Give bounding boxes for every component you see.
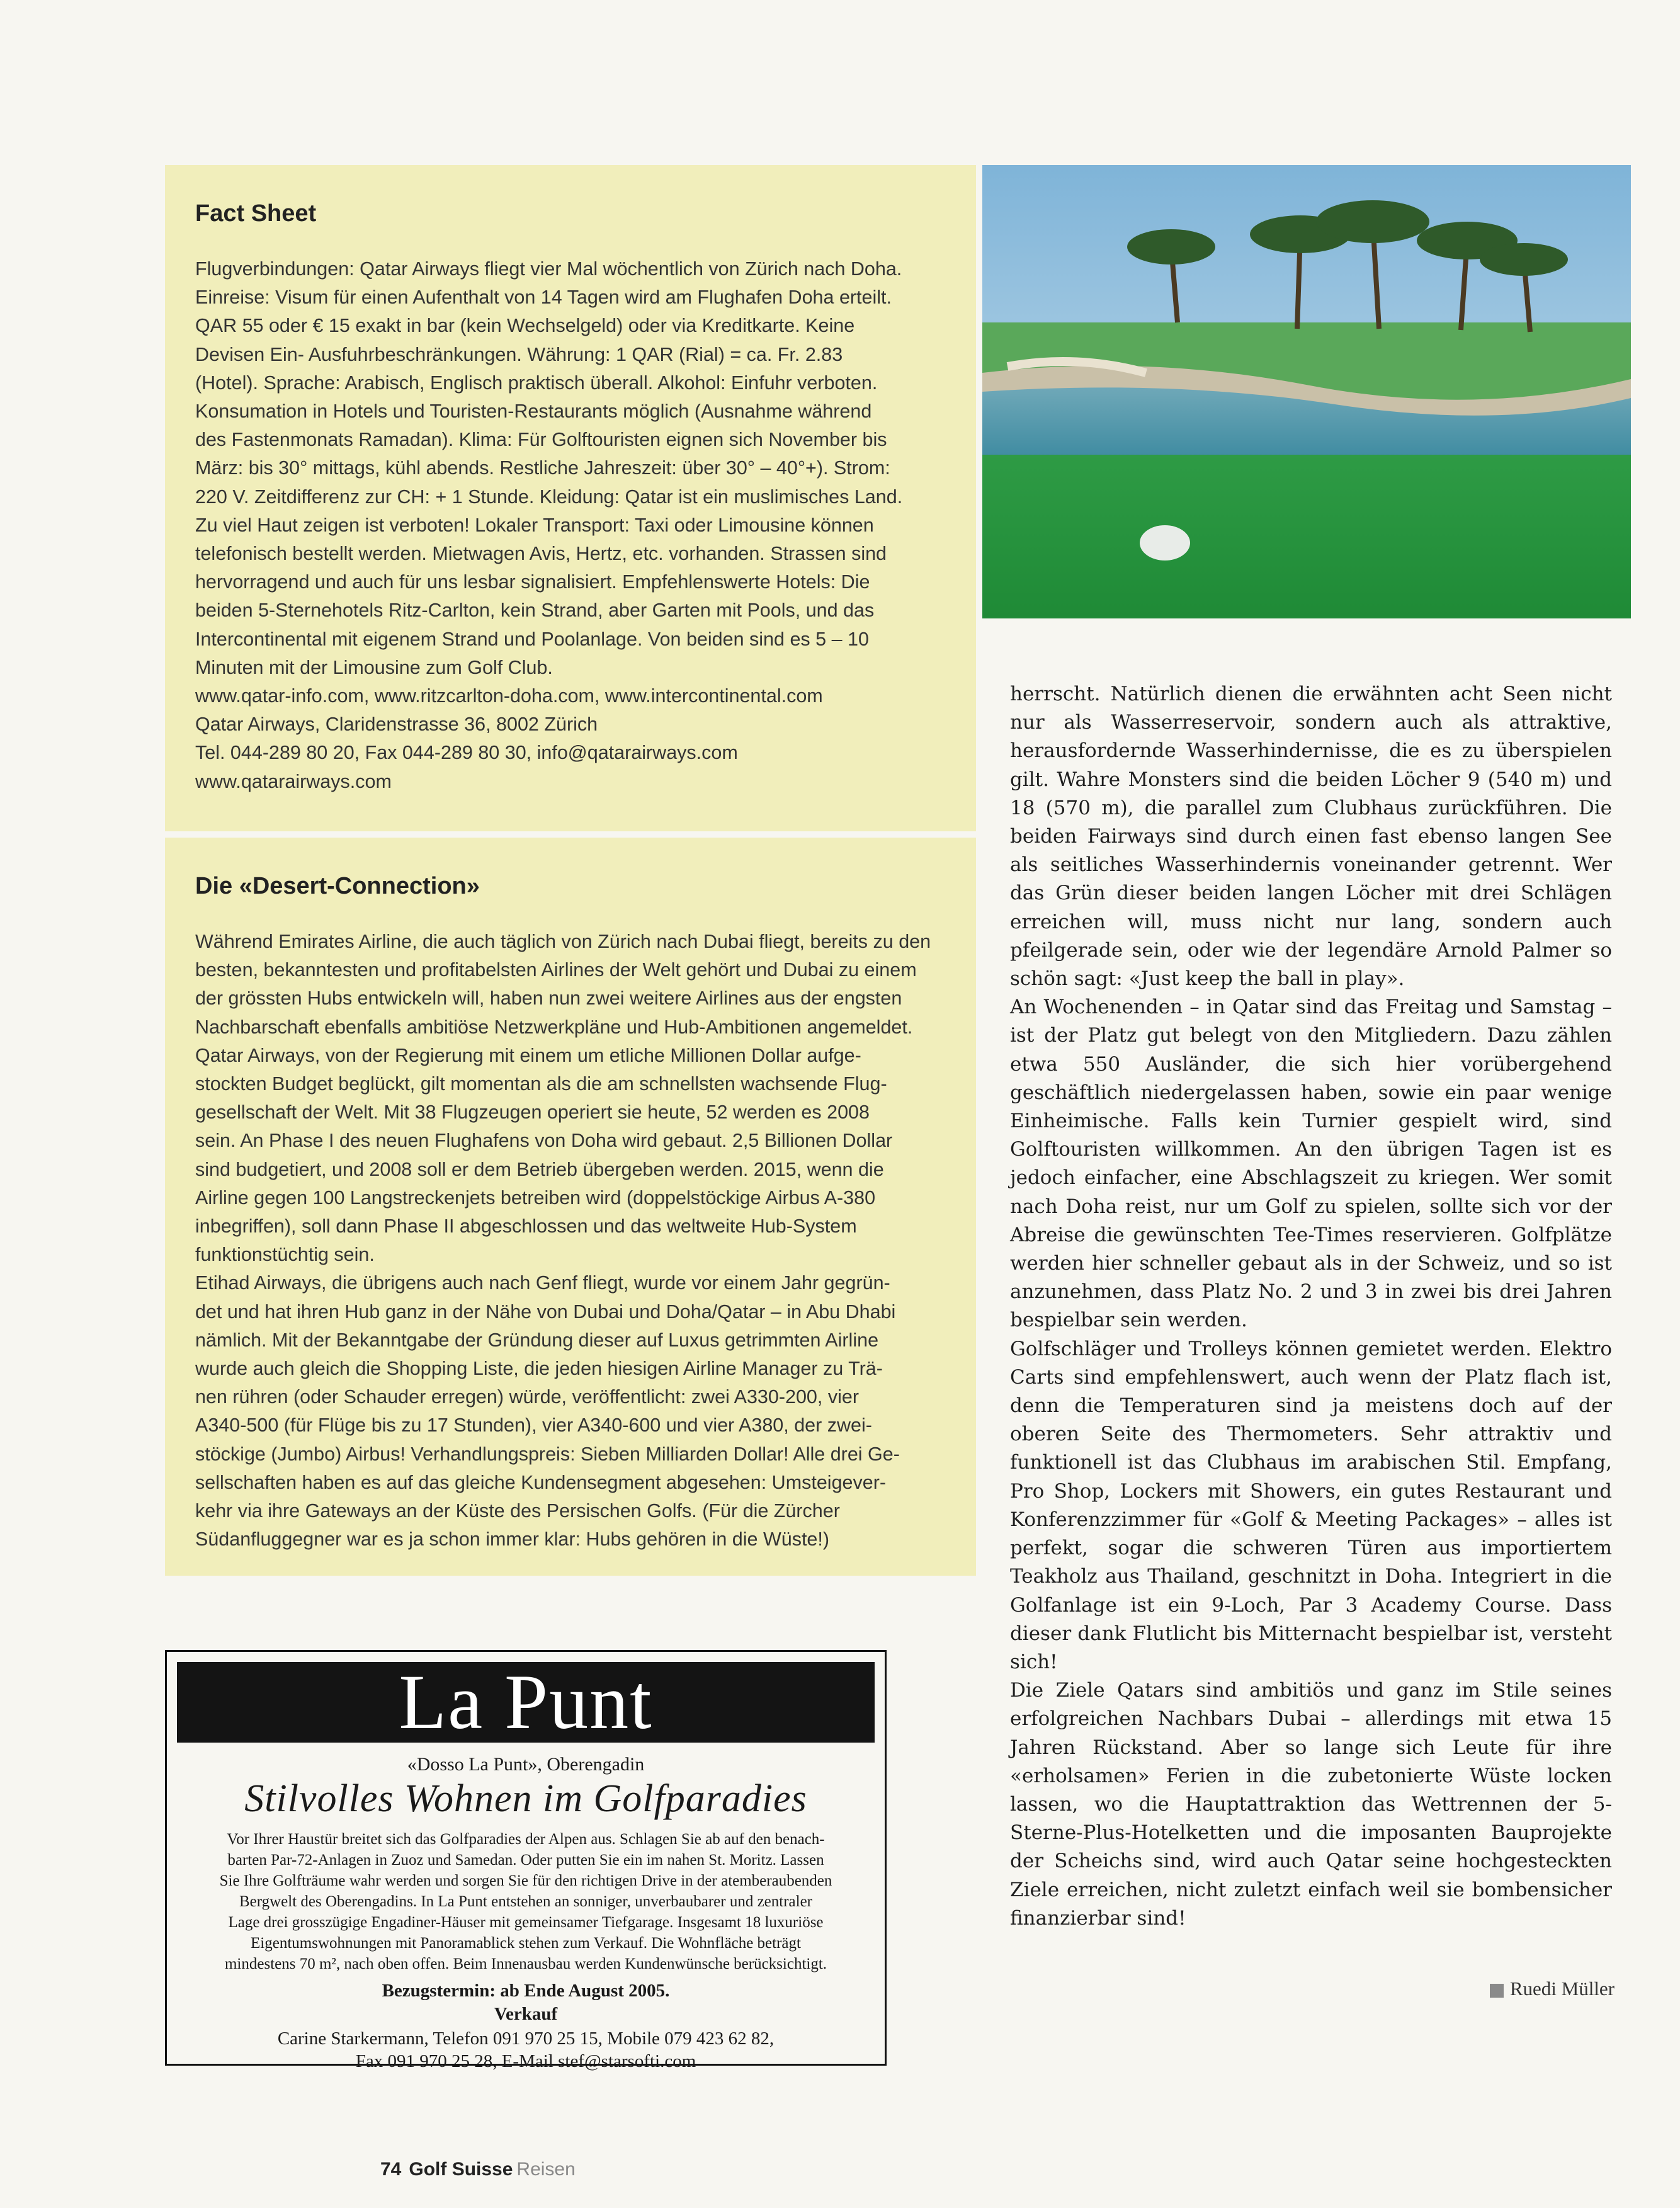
ad-move-in-date: Bezugstermin: ab Ende August 2005. (382, 1981, 670, 2001)
article-body (1010, 680, 1612, 1933)
fact-sheet-line: Devisen Ein- Ausfuhrbeschränkungen. Währung: 1 QAR (Rial) = ca. Fr. 2.83 (195, 343, 843, 365)
desert-line: sellschaften haben es auf das gleiche Kundensegment abgesehen: Umsteigever- (195, 1471, 887, 1493)
green-foreground (982, 455, 1631, 618)
ad-body-line: Eigentumswohnungen mit Panoramablick stehen zum Verkauf. Die Wohnfläche beträgt (251, 1935, 801, 1952)
page-number: 74 (380, 2159, 402, 2180)
ad-body-line: Bergwelt des Oberengadins. In La Punt entstehen an sonniger, unverbaubarer und zentraler (239, 1893, 813, 1910)
ad-body-line: barten Par-72-Anlagen in Zuoz und Samedan. Oder putten Sie ein im nahen St. Moritz. Lassen (227, 1852, 824, 1869)
desert-line: Während Emirates Airline, die auch täglich von Zürich nach Dubai fliegt, bereits zu den (195, 931, 931, 952)
ad-body-line: Vor Ihrer Haustür breitet sich das Golfparadies der Alpen aus. Schlagen Sie ab auf den benach- (227, 1831, 825, 1848)
ad-body-line: Lage drei grosszügige Engadiner-Häuser mit gemeinsamer Tiefgarage. Insgesamt 18 luxuriöse (228, 1914, 824, 1931)
fact-sheet-line: März: bis 30° mittags, kühl abends. Restliche Jahreszeit: über 30° – 40°+). Strom: (195, 457, 890, 479)
golf-ball-marker (1140, 525, 1190, 561)
ad-slogan: Stilvolles Wohnen im Golfparadies (244, 1777, 807, 1820)
ad-contact-line: Carine Starkermann, Telefon 091 970 25 15, Mobile 079 423 62 82, (277, 2029, 775, 2049)
desert-line: der grössten Hubs entwickeln will, haben nun zwei weitere Airlines aus der engsten (195, 987, 902, 1010)
fact-sheet-line: hervorragend und auch für uns lesbar signalisiert. Empfehlenswerte Hotels: Die (195, 571, 870, 593)
desert-line: Airline gegen 100 Langstreckenjets betreiben wird (doppelstöckige Airbus A-380 (195, 1187, 876, 1209)
fact-sheet-line: 220 V. Zeitdifferenz zur CH: + 1 Stunde. Kleidung: Qatar ist ein muslimisches Land. (195, 486, 903, 508)
golf-course-photo (982, 165, 1631, 618)
web-link[interactable]: www.qatarairways.com (195, 770, 392, 792)
desert-line: inbegriffen), soll dann Phase II abgeschlossen und das weltweite Hub-System (195, 1215, 857, 1238)
contact-line[interactable]: Tel. 044-289 80 20, Fax 044-289 80 30, info@qatarairways.com (195, 742, 738, 764)
desert-line: gesellschaft der Welt. Mit 38 Flugzeugen operiert sie heute, 52 werden es 2008 (195, 1101, 870, 1124)
fact-sheet-text (195, 255, 936, 796)
desert-connection-title: Die «Desert-Connection» (195, 873, 480, 899)
fact-sheet-line: (Hotel). Sprache: Arabisch, Englisch praktisch überall. Alkohol: Einfuhr verboten. (195, 372, 878, 394)
desert-line: wurde auch gleich die Shopping Liste, die jeden hiesigen Airline Manager zu Trä- (195, 1358, 883, 1380)
fact-sheet-line: Konsumation in Hotels und Touristen-Restaurants möglich (Ausnahme während (195, 401, 872, 423)
desert-line: kehr via ihre Gateways an der Küste des Persischen Golfs. (Für die Zürcher (195, 1500, 840, 1522)
desert-line: Qatar Airways, von der Regierung mit einem um etliche Millionen Dollar aufge- (195, 1044, 861, 1066)
ad-body-line: Sie Ihre Golfträume wahr werden und sorgen Sie für den richtigen Drive in der atemberaubenden (219, 1872, 832, 1889)
desert-line: besten, bekanntesten und profitabelsten Airlines der Welt gehört und Dubai zu einem (195, 959, 917, 981)
ad-body (193, 1829, 858, 1974)
desert-connection-text (195, 928, 936, 1554)
ad-contact-line: Fax 091 970 25 28, E-Mail stef@starsofti.com (355, 2051, 696, 2071)
desert-line: stöckige (Jumbo) Airbus! Verhandlungspreis: Sieben Milliarden Dollar! Alle drei Ge- (195, 1443, 900, 1465)
fact-sheet-line: telefonisch bestellt werden. Mietwagen Avis, Hertz, etc. vorhanden. Strassen sind (195, 543, 887, 565)
desert-line: Etihad Airways, die übrigens auch nach Genf fliegt, wurde vor einem Jahr gegrün- (195, 1272, 890, 1294)
page-footer (380, 2159, 576, 2180)
fact-sheet-line: Minuten mit der Limousine zum Golf Club. (195, 656, 553, 678)
desert-line: funktionstüchtig sein. (195, 1244, 375, 1266)
fact-sheet-line: Qatar Airways, Claridenstrasse 36, 8002 Zürich (195, 714, 598, 736)
magazine-name: Golf Suisse (409, 2159, 513, 2180)
article-paragraph: Golfschläger und Trolleys können gemietet werden. Elektro Carts sind empfehlenswert, auch wenn der Platz flach ist, denn die Temperaturen sind ja meistens doch auf der oberen Seite des Thermometers. Sehr attraktiv und funktionell ist das Clubhaus im arabischen Stil. Empfang, Pro Shop, Lockers mit Showers, ein gutes Restaurant und Konferenzzimmer für «Golf & Meeting Packages» – alles ist perfekt, sogar die schweren Türen aus importiertem Teakholz aus Thailand, geschnitzt in Doha. Integriert in die Golfanlage ist ein 9-Loch, Par 3 Academy Course. Dass dieser dank Flutlicht bis Mitternacht bespielbar ist, versteht sich! (1010, 1337, 1612, 1673)
ad-banner: La Punt (177, 1662, 875, 1743)
desert-line: Nachbarschaft ebenfalls ambitiöse Netzwerkpläne und Hub-Ambitionen angemeldet. (195, 1016, 913, 1038)
section-name: Reisen (516, 2159, 576, 2180)
author-name: Ruedi Müller (1509, 1978, 1615, 2000)
ad-sales-heading: Verkauf (494, 2004, 558, 2024)
la-punt-advertisement[interactable] (165, 1650, 887, 2071)
desert-line: nen rühren (oder Schauder erregen) würde, veröffentlicht: zwei A330-200, vier (195, 1386, 859, 1408)
fact-sheet-box (165, 165, 976, 831)
fact-sheet-line: Einreise: Visum für einen Aufenthalt von 14 Tagen wird am Flughafen Doha erteilt. (195, 287, 892, 309)
ad-subtitle: «Dosso La Punt», Oberengadin (407, 1754, 645, 1775)
byline-square-icon (1490, 1984, 1504, 1998)
fact-sheet-line: QAR 55 oder € 15 exakt in bar (kein Wechselgeld) oder via Kreditkarte. Keine (195, 315, 855, 337)
article-paragraph: herrscht. Natürlich dienen die erwähnten acht Seen nicht nur als Wasserreservoir, sondern auch als attraktive, herausfordernde Wasserhindernisse, die es zu überspielen gilt. Wahre Monsters sind die beiden Löcher 9 (540 m) und 18 (570 m), die parallel zum Clubhaus zurückführen. Die beiden Fairways sind durch einen fast ebenso langen See als seitliches Wasserhindernis voneinander getrennt. Wer das Grün dieser beiden langen Löcher mit drei Schlägen erreichen will, muss nicht nur lang, sondern auch pfeilgerade sein, oder wie der legendäre Arnold Palmer so schön sagt: «Just keep the ball in play». (1010, 683, 1612, 991)
article-paragraph: Die Ziele Qatars sind ambitiös und ganz im Stile seines erfolgreichen Nachbars Dubai – allerdings mit etwa 15 Jahren Rückstand. Aber so lange sich Leute für ihre «erholsamen» Ferien in die zubetonierte Wüste locken lassen, wo die Hauptattraktion das Wettrennen der 5-Sterne-Plus-Hotelketten und die imposanten Bauprojekte der Scheichs sind, wird auch Qatar seine hochgesteckten Ziele erreichen, nicht zuletzt einfach weil sie bombensicher finanzierbar sind! (1010, 1679, 1612, 1930)
fact-sheet-title: Fact Sheet (195, 200, 317, 227)
desert-line: sind budgetiert, und 2008 soll er dem Betrieb übergeben werden. 2015, wenn die (195, 1158, 884, 1180)
desert-line: sein. An Phase I des neuen Flughafens von Doha wird gebaut. 2,5 Billionen Dollar (195, 1130, 893, 1152)
ad-body-line: mindestens 70 m², nach oben offen. Beim Innenausbau werden Kundenwünsche berücksichtigt. (224, 1955, 827, 1972)
article-paragraph: An Wochenenden – in Qatar sind das Freitag und Samstag – ist der Platz gut belegt von den Mitgliedern. Dazu zählen etwa 550 Ausländer, die sich hier vorübergehend geschäftlich niedergelassen haben, sowie ein paar wenige Einheimische. Falls kein Turnier gespielt wird, sind Golftouristen willkommen. An den übrigen Tagen ist es jedoch einfacher, eine Abschlagszeit zu kriegen. Wer somit nach Doha reist, nur um Golf zu spielen, sollte sich vor der Abreise die gewünschten Tee-Times reservieren. Golfplätze werden hier schneller gebaut als in der Schweiz, und so ist anzunehmen, dass Platz No. 2 und 3 in zwei bis drei Jahren bespielbar sein werden. (1010, 996, 1612, 1332)
desert-line: nämlich. Mit der Bekanntgabe der Gründung dieser auf Luxus getrimmten Airline (195, 1329, 879, 1351)
desert-line: A340-500 (für Flüge bis zu 17 Stunden), vier A340-600 und vier A380, der zwei- (195, 1414, 872, 1437)
desert-line: Südanfluggegner war es ja schon immer klar: Hubs gehören in die Wüste!) (195, 1528, 830, 1551)
desert-line: det und hat ihren Hub ganz in der Nähe von Dubai und Doha/Qatar – in Abu Dhabi (195, 1300, 896, 1323)
fact-sheet-line: Zu viel Haut zeigen ist verboten! Lokaler Transport: Taxi oder Limousine können (195, 514, 874, 536)
web-links[interactable]: www.qatar-info.com, www.ritzcarlton-doha.com, www.intercontinental.com (195, 685, 823, 707)
fact-sheet-line: des Fastenmonats Ramadan). Klima: Für Golftouristen eignen sich November bis (195, 429, 887, 451)
ad-contact (167, 2027, 885, 2073)
fact-sheet-line: Flugverbindungen: Qatar Airways fliegt vier Mal wöchentlich von Zürich nach Doha. (195, 258, 902, 280)
fact-sheet-line: Intercontinental mit eigenem Strand und Poolanlage. Von beiden sind es 5 – 10 (195, 628, 869, 650)
author-byline (1490, 1978, 1615, 2000)
golf-course-illustration (982, 165, 1631, 618)
desert-line: stockten Budget beglückt, gilt momentan als die am schnellsten wachsende Flug- (195, 1073, 887, 1095)
fact-sheet-line: beiden 5-Sternehotels Ritz-Carlton, kein Strand, aber Garten mit Pools, und das (195, 600, 875, 622)
desert-connection-box (165, 838, 976, 1576)
